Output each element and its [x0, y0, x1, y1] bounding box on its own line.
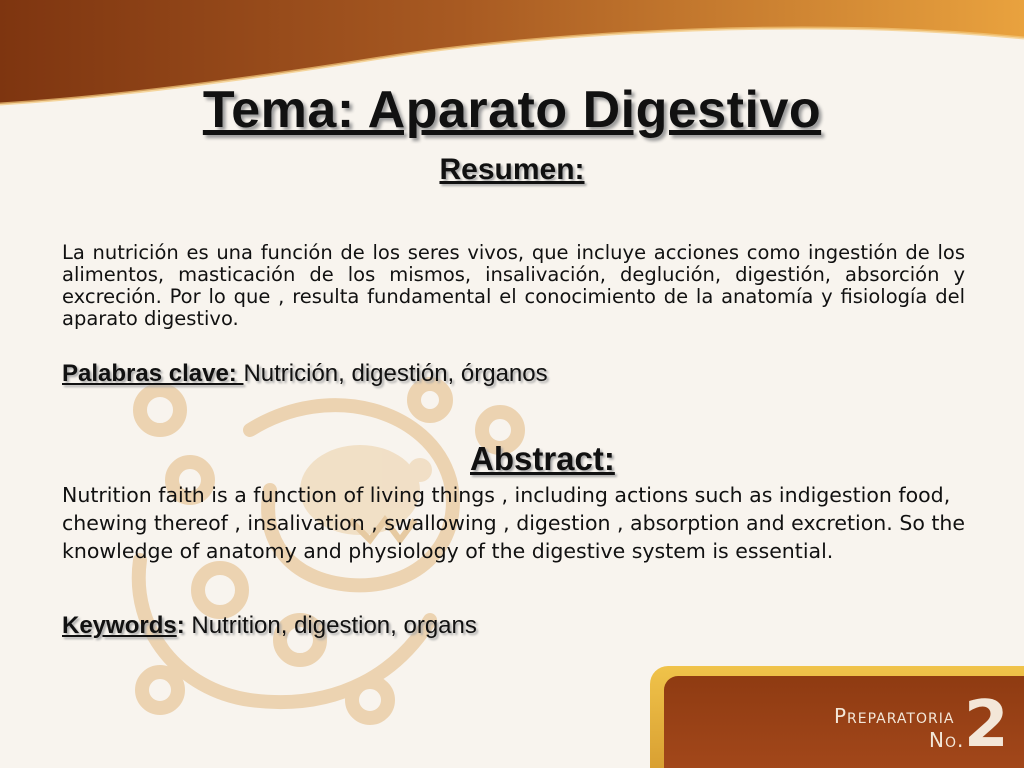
page-title: Tema: Aparato Digestivo: [202, 81, 822, 139]
logo-no: No.: [929, 728, 965, 752]
keywords-line: [62, 612, 477, 640]
palabras-clave-value: Nutrición, digestión, órganos: [243, 360, 548, 387]
jaguar-watermark-icon: [100, 370, 560, 760]
logo-number: 2: [964, 688, 1009, 762]
abstract-body: Nutrition faith is a function of living things , including actions such as indigestion food, chewing thereof , insalivation , swallowing , digestion , absorption and excretion. So the knowledge of anatomy and physiology of the digestive system is essential.: [62, 483, 966, 563]
keywords-separator: :: [176, 612, 192, 639]
logo-inner-panel: [664, 676, 1024, 768]
logo-word: Preparatoria: [834, 704, 955, 728]
resumen-body: La nutrición es una función de los seres vivos, que incluye acciones como ingestión de los alimentos, masticación de los mismos, insalivación, deglución, digestión, absorción y excreción. Por lo que , resulta fundamental el conocimiento de la anatomía y fisiología del aparato digestivo.: [62, 241, 965, 330]
resumen-heading: Resumen:: [439, 153, 585, 186]
palabras-clave-label: Palabras clave:: [62, 360, 244, 387]
palabras-clave-line: [62, 360, 548, 388]
keywords-label: Keywords: [62, 612, 177, 639]
abstract-heading: Abstract:: [470, 440, 615, 477]
preparatoria-logo-badge: [650, 666, 1024, 768]
keywords-value: Nutrition, digestion, organs: [191, 612, 477, 639]
